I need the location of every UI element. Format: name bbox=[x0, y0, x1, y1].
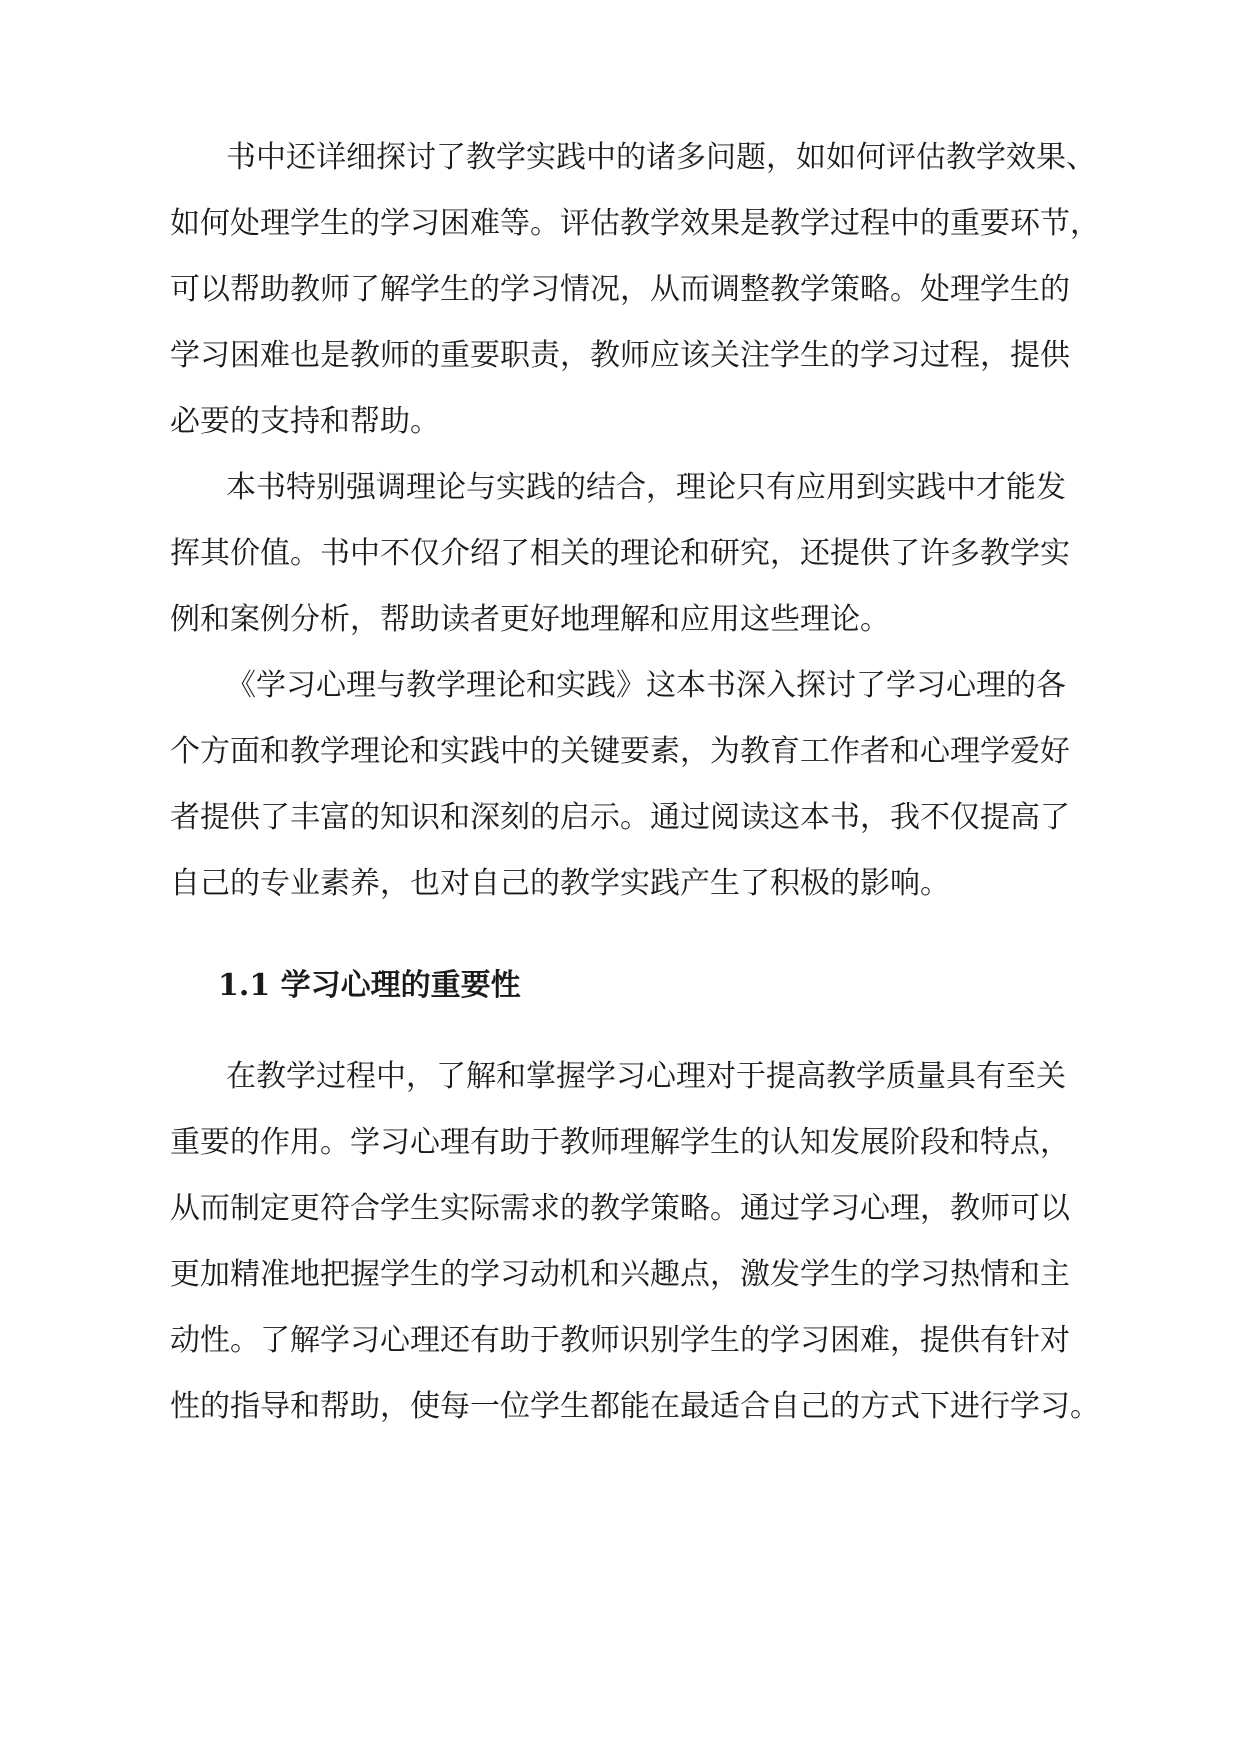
paragraph-line: 本书特别强调理论与实践的结合，理论只有应用到实践中才能发 bbox=[226, 470, 1066, 505]
paragraph-theory-practice bbox=[170, 455, 1070, 653]
document-page bbox=[170, 125, 1100, 1440]
paragraph-line: 书中还详细探讨了教学实践中的诸多问题，如如何评估教学效果、 bbox=[226, 140, 1096, 175]
paragraph-evaluation bbox=[170, 125, 1100, 455]
paragraph-line: 动性。了解学习心理还有助于教师识别学生的学习困难，提供有针对 bbox=[170, 1322, 1070, 1358]
paragraph-book-summary bbox=[170, 653, 1070, 917]
paragraph-line: 例和案例分析，帮助读者更好地理解和应用这些理论。 bbox=[170, 602, 890, 637]
paragraph-line: 更加精准地把握学生的学习动机和兴趣点，激发学生的学习热情和主 bbox=[170, 1256, 1070, 1292]
paragraph-line: 挥其价值。书中不仅介绍了相关的理论和研究，还提供了许多教学实 bbox=[170, 536, 1070, 571]
paragraph-line: 可以帮助教师了解学生的学习情况，从而调整教学策略。处理学生的 bbox=[170, 272, 1070, 307]
paragraph-line: 在教学过程中，了解和掌握学习心理对于提高教学质量具有至关 bbox=[226, 1058, 1066, 1094]
paragraph-line: 自己的专业素养，也对自己的教学实践产生了积极的影响。 bbox=[170, 866, 950, 901]
paragraph-line: 从而制定更符合学生实际需求的教学策略。通过学习心理，教师可以 bbox=[170, 1190, 1070, 1226]
paragraph-line: 性的指导和帮助，使每一位学生都能在最适合自己的方式下进行学习。 bbox=[170, 1388, 1100, 1424]
paragraph-line: 个方面和教学理论和实践中的关键要素，为教育工作者和心理学爱好 bbox=[170, 734, 1070, 769]
paragraph-line: 重要的作用。学习心理有助于教师理解学生的认知发展阶段和特点， bbox=[170, 1124, 1070, 1160]
paragraph-line: 学习困难也是教师的重要职责，教师应该关注学生的学习过程，提供 bbox=[170, 338, 1070, 373]
paragraph-line: 者提供了丰富的知识和深刻的启示。通过阅读这本书，我不仅提高了 bbox=[170, 800, 1070, 835]
paragraph-line: 必要的支持和帮助。 bbox=[170, 404, 440, 439]
paragraph-line: 如何处理学生的学习困难等。评估教学效果是教学过程中的重要环节， bbox=[170, 206, 1100, 241]
paragraph-importance bbox=[170, 1044, 1100, 1440]
section-heading: 1.1 学习心理的重要性 bbox=[218, 968, 521, 1003]
paragraph-line: 《学习心理与教学理论和实践》这本书深入探讨了学习心理的各 bbox=[226, 668, 1066, 703]
